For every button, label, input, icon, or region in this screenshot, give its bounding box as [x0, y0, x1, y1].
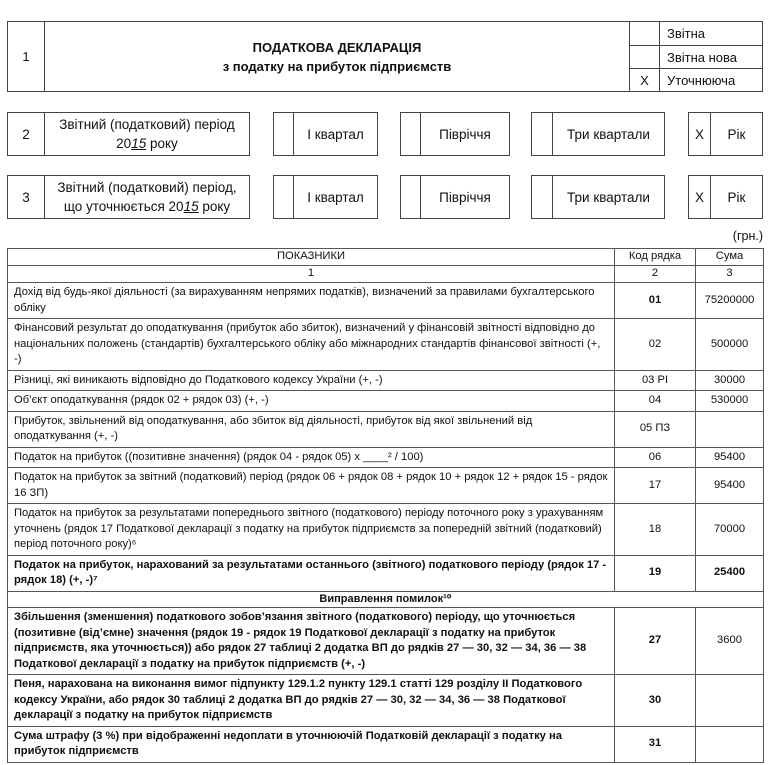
- corrected-period-label: Звітний (податковий) період, що уточнюється 2015 року: [44, 175, 250, 219]
- row-code: 05 ПЗ: [615, 411, 696, 447]
- type-mark-clarifying[interactable]: X: [629, 68, 660, 92]
- type-label-reporting-new: Звітна нова: [659, 45, 763, 69]
- indicator-name: Різниці, які виникають відповідно до Податкового кодексу України (+, -): [8, 370, 615, 391]
- table-row: [8, 675, 764, 727]
- table-row: [8, 608, 764, 675]
- corrected-box-year[interactable]: X: [688, 175, 711, 219]
- corrected-option-q1: І квартал: [293, 175, 378, 219]
- period-option-q3: Три квартали: [552, 112, 665, 156]
- corrected-box-half[interactable]: [400, 175, 421, 219]
- row-code: 02: [615, 319, 696, 371]
- col-number-3: 3: [696, 266, 764, 283]
- period-box-q1[interactable]: [273, 112, 294, 156]
- row-sum[interactable]: [696, 726, 764, 762]
- table-row: [8, 411, 764, 447]
- indicator-name: Податок на прибуток за звітний (податковий) період (рядок 06 + рядок 08 + рядок 10 + рядок 12 + рядок 15 - рядок 16 ЗП): [8, 468, 615, 504]
- type-label-reporting: Звітна: [659, 21, 763, 46]
- row-code: 31: [615, 726, 696, 762]
- reporting-period-label: Звітний (податковий) період 2015 року: [44, 112, 250, 156]
- corrected-box-q1[interactable]: [273, 175, 294, 219]
- row-sum[interactable]: 25400: [696, 555, 764, 591]
- indicator-name: Податок на прибуток ((позитивне значення) (рядок 04 - рядок 05) х ____² / 100): [8, 447, 615, 468]
- row-sum[interactable]: 30000: [696, 370, 764, 391]
- table-header-row: [8, 249, 764, 266]
- row-sum[interactable]: 530000: [696, 391, 764, 412]
- col-number-2: 2: [615, 266, 696, 283]
- table-row: [8, 370, 764, 391]
- row-code: 04: [615, 391, 696, 412]
- table-row: [8, 319, 764, 371]
- corrected-option-year: Рік: [710, 175, 763, 219]
- section-row: [8, 591, 764, 608]
- table-row: [8, 726, 764, 762]
- indicator-name: Сума штрафу (3 %) при відображенні недоплати в уточнюючій Податковій декларації з податку на прибуток підприємств: [8, 726, 615, 762]
- period-row-number: 2: [7, 112, 45, 156]
- indicator-name: Об’єкт оподаткування (рядок 02 + рядок 03) (+, -): [8, 391, 615, 412]
- header-sum: Сума: [696, 249, 764, 266]
- row-sum[interactable]: [696, 411, 764, 447]
- row-sum[interactable]: [696, 675, 764, 727]
- header-number-cell: [7, 21, 45, 92]
- row-sum[interactable]: 70000: [696, 504, 764, 556]
- table-row: [8, 391, 764, 412]
- table-row: [8, 504, 764, 556]
- row-code: 19: [615, 555, 696, 591]
- header-code: Код рядка: [615, 249, 696, 266]
- period-option-year: Рік: [710, 112, 763, 156]
- indicator-name: Дохід від будь-якої діяльності (за вирахуванням непрямих податків), визначений за правилами бухгалтерського обліку: [8, 283, 615, 319]
- indicator-name: Податок на прибуток, нарахований за результатами останнього (звітного) податкового періоду (рядок 17 - рядок 18) (+, -)⁷: [8, 555, 615, 591]
- indicator-name: Податок на прибуток за результатами попереднього звітного (податкового) періоду поточного року з урахуванням уточнень (рядок 17 Податкової декларації з податку на прибуток підприємств за попередній звітний (податковий) період поточного року)⁶: [8, 504, 615, 556]
- corrected-option-q3: Три квартали: [552, 175, 665, 219]
- row-code: 27: [615, 608, 696, 675]
- type-mark-reporting-new[interactable]: [629, 45, 660, 69]
- column-number-row: [8, 266, 764, 283]
- table-row: [8, 468, 764, 504]
- row-sum[interactable]: 500000: [696, 319, 764, 371]
- table-row: [8, 283, 764, 319]
- row-sum[interactable]: 75200000: [696, 283, 764, 319]
- declaration-subtitle: з податку на прибуток підприємств: [222, 58, 452, 74]
- period-option-half: Півріччя: [420, 112, 510, 156]
- row-code: 30: [615, 675, 696, 727]
- row-code: 18: [615, 504, 696, 556]
- period-box-year[interactable]: X: [688, 112, 711, 156]
- table-row: [8, 447, 764, 468]
- period-option-q1: І квартал: [293, 112, 378, 156]
- row-code: 17: [615, 468, 696, 504]
- header-indicators: ПОКАЗНИКИ: [8, 249, 615, 266]
- row-code: 06: [615, 447, 696, 468]
- type-label-clarifying: Уточнююча: [659, 68, 763, 92]
- corrected-box-q3[interactable]: [531, 175, 553, 219]
- col-number-1: 1: [8, 266, 615, 283]
- corrected-option-half: Півріччя: [420, 175, 510, 219]
- row-code: 01: [615, 283, 696, 319]
- row-sum[interactable]: 3600: [696, 608, 764, 675]
- row-sum[interactable]: 95400: [696, 447, 764, 468]
- type-mark-reporting[interactable]: [629, 21, 660, 46]
- table-row: [8, 555, 764, 591]
- indicators-table: [7, 248, 764, 763]
- declaration-title-cell: [44, 21, 630, 92]
- period-box-half[interactable]: [400, 112, 421, 156]
- indicator-name: Збільшення (зменшення) податкового зобов’язання звітного (податкового) періоду, що уточнюється (позитивне (від’ємне) значення (рядок 19 - рядок 19 Податкової декларації з податку на прибуток підприємств, яка уточнюється)) або рядок 27 таблиці 2 додатка ВП до рядків 27 — 30, 32 — 34, 36 — 38 Податкової декларації з податку на прибуток підприємств (+, -): [8, 608, 615, 675]
- indicator-name: Прибуток, звільнений від оподаткування, або збиток від діяльності, прибуток від якої звільнений від оподаткування (+, -): [8, 411, 615, 447]
- header-number: 1: [22, 49, 30, 64]
- row-code: 03 РІ: [615, 370, 696, 391]
- corrected-row-number: 3: [7, 175, 45, 219]
- declaration-title: ПОДАТКОВА ДЕКЛАРАЦІЯ: [252, 39, 422, 55]
- currency-note: (грн.): [732, 229, 763, 243]
- indicator-name: Пеня, нарахована на виконання вимог підпункту 129.1.2 пункту 129.1 статті 129 розділу II Податкового кодексу України, або рядок 30 таблиці 2 додатка ВП до рядків 27 — 30, 32 — 34, 36 — 38 Податкової декларації з податку на прибуток підприємств: [8, 675, 615, 727]
- indicator-name: Фінансовий результат до оподаткування (прибуток або збиток), визначений у фінансовій звітності відповідно до національних положень (стандартів) бухгалтерського обліку або міжнародних стандартів фінансової звітності (+, -): [8, 319, 615, 371]
- row-sum[interactable]: 95400: [696, 468, 764, 504]
- section-title: Виправлення помилок¹⁰: [8, 591, 764, 608]
- period-box-q3[interactable]: [531, 112, 553, 156]
